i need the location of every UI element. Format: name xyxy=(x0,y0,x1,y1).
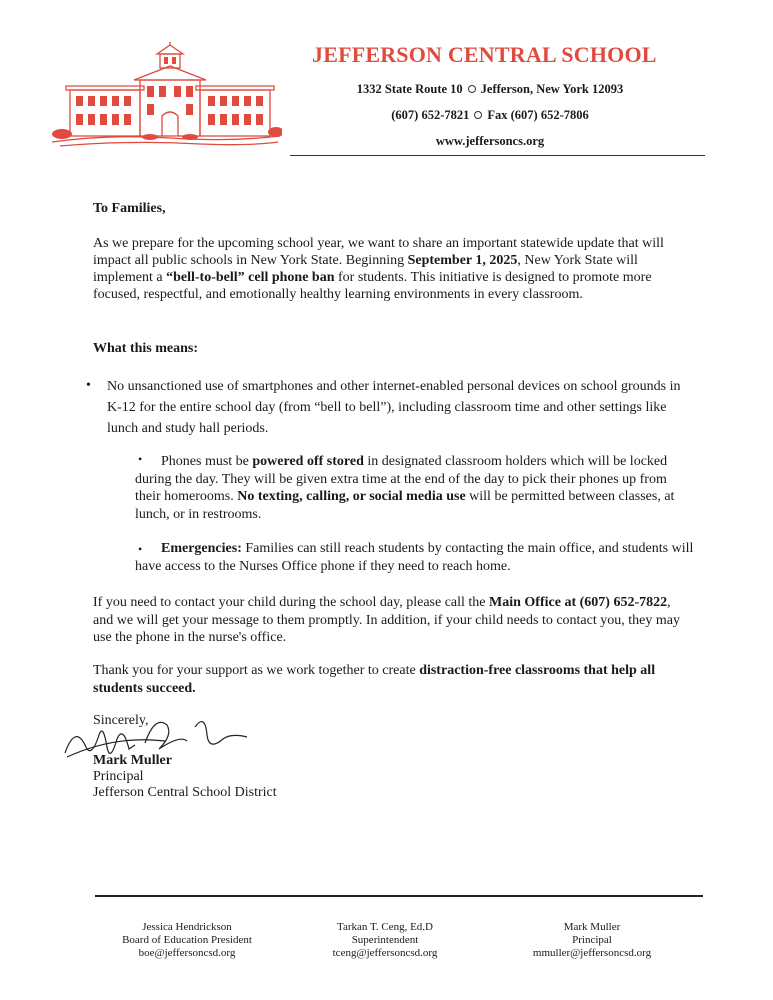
bullet-icon: • xyxy=(86,378,91,393)
thanks-text: Thank you for your support as we work together to create xyxy=(93,663,420,678)
separator-dot-icon xyxy=(468,85,476,93)
footer-contact-principal xyxy=(497,921,687,960)
sub-bullet-emergencies xyxy=(135,540,695,575)
intro-paragraph xyxy=(93,235,693,303)
sub-bullet-bold: No texting, calling, or social media use xyxy=(237,489,466,504)
contact-email[interactable]: mmuller@jeffersoncsd.org xyxy=(532,947,652,959)
phone-number: (607) 652-7821 xyxy=(391,108,470,122)
sub-bullet-phones xyxy=(135,453,695,523)
address-line xyxy=(290,82,690,97)
sub-bullet-text: Phones must be xyxy=(161,454,253,469)
sub-bullet-bold: Emergencies: xyxy=(161,541,242,556)
section-heading: What this means: xyxy=(93,341,199,356)
signer-name: Mark Muller xyxy=(93,753,172,768)
salutation: To Families, xyxy=(93,201,166,216)
main-office-phone: Main Office at (607) 652-7822 xyxy=(489,595,668,610)
contact-title: Superintendent xyxy=(351,934,419,946)
website-link[interactable]: www.jeffersoncs.org xyxy=(435,134,545,148)
separator-dot-icon xyxy=(474,111,482,119)
contact-name: Tarkan T. Ceng, Ed.D xyxy=(337,921,433,933)
school-building-icon xyxy=(50,42,282,150)
bullet-icon: • xyxy=(138,452,143,466)
contact-email[interactable]: tceng@jeffersoncsd.org xyxy=(332,947,438,959)
contact-title: Principal xyxy=(572,934,612,946)
thanks-paragraph xyxy=(93,662,693,697)
street-address: 1332 State Route 10 xyxy=(356,82,463,96)
sub-bullet-text: Families can still reach students by contacting the main office, and students will have access to the Nurses Office phone if they need to reach home. xyxy=(135,541,694,574)
start-date: September 1, 2025 xyxy=(407,253,518,268)
contact-name: Jessica Hendrickson xyxy=(142,921,232,933)
footer-divider xyxy=(95,895,703,897)
contact-title: Board of Education President xyxy=(122,934,252,946)
sub-bullet-text: in designated classroom holders which will be locked during the day. They will be given extra time at the end of the day to pick their phones up from their homerooms. xyxy=(135,454,668,504)
header-divider xyxy=(290,155,705,156)
intro-text: for students. This initiative is designed to promote more focused, respectful, and emotionally healthy learning environments in every classroom. xyxy=(93,270,652,302)
fax-number: Fax (607) 652-7806 xyxy=(487,108,589,122)
sub-bullet-bold: powered off stored xyxy=(252,454,364,469)
sub-bullet-text: will be permitted between classes, at lunch, or in restrooms. xyxy=(135,489,675,522)
contact-text: , and we will get your message to them promptly. In addition, if your child needs to contact you, they may use the phone in the nurse's office. xyxy=(93,595,680,645)
footer-contact-superintendent xyxy=(290,921,480,960)
contact-name: Mark Muller xyxy=(563,921,621,933)
contact-email[interactable]: boe@jeffersoncsd.org xyxy=(138,947,236,959)
contact-paragraph xyxy=(93,594,693,647)
intro-text: , New York State will implement a xyxy=(93,253,638,285)
signer-title: Principal xyxy=(93,769,144,784)
footer-contact-board xyxy=(92,921,282,960)
bullet-icon: • xyxy=(138,542,143,556)
policy-name: “bell-to-bell” cell phone ban xyxy=(166,270,335,285)
intro-text: As we prepare for the upcoming school year, we want to share an important statewide update that will impact all public schools in New York State. Beginning xyxy=(93,236,664,268)
phone-line xyxy=(290,108,690,123)
bullet-item: No unsanctioned use of smartphones and other internet-enabled personal devices on school grounds in K-12 for the entire school day (from “bell to bell”), including classroom time and other settings like lunch and study hall periods. xyxy=(107,379,681,436)
closing: Sincerely, xyxy=(93,713,149,728)
city-address: Jefferson, New York 12093 xyxy=(480,82,624,96)
school-name: JEFFERSON CENTRAL SCHOOL xyxy=(312,42,657,67)
signer-organization: Jefferson Central School District xyxy=(93,785,277,800)
contact-text: If you need to contact your child during the school day, please call the xyxy=(93,595,490,610)
thanks-bold: distraction-free classrooms that help all students succeed. xyxy=(93,663,656,696)
